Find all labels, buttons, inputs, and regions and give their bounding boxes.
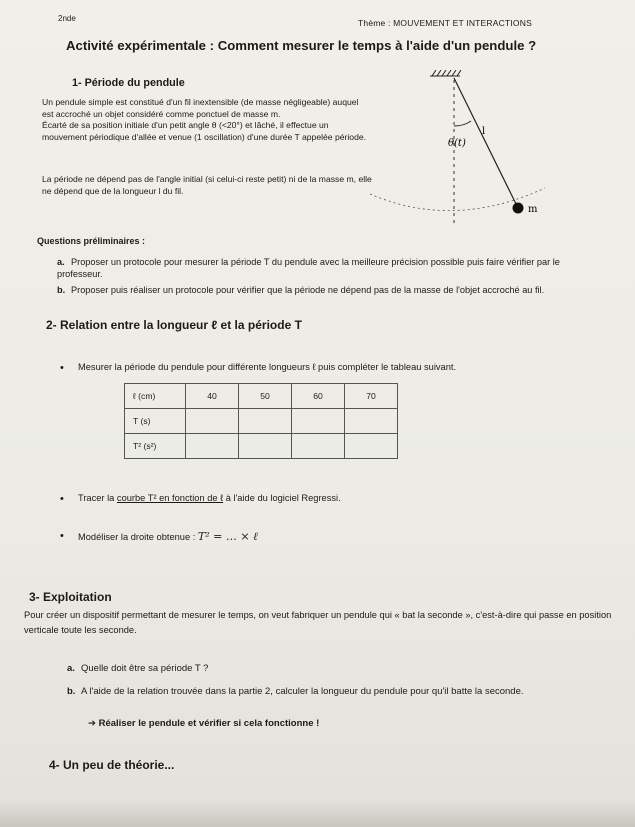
exploitation-question-b xyxy=(67,686,524,697)
measurement-table xyxy=(124,383,398,459)
question-a xyxy=(57,256,567,280)
angle-arc xyxy=(454,121,471,126)
table-cell xyxy=(345,409,398,434)
questions-title: Questions préliminaires : xyxy=(37,236,146,246)
table-row-label: ℓ (cm) xyxy=(125,384,186,409)
mass-bob xyxy=(513,203,524,214)
grade-label: 2nde xyxy=(58,14,76,23)
bullet2-underlined: courbe T² en fonction de ℓ xyxy=(116,493,224,503)
section1-para2: La période ne dépend pas de l'angle initial (si celui-ci reste petit) ni de la masse m, elle ne dépend que de la longueur l du fil. xyxy=(42,174,372,196)
table-row xyxy=(125,409,398,434)
pendulum-figure xyxy=(360,70,560,230)
question-b-text: Proposer puis réaliser un protocole pour vérifier que la période ne dépend pas de la masse de l'objet accroché au fil. xyxy=(71,285,545,295)
question-b-letter: b. xyxy=(57,285,66,295)
table-row xyxy=(125,384,398,409)
section2-bullet-measure: • Mesurer la période du pendule pour différente longueurs ℓ puis compléter le tableau suivant. xyxy=(78,362,456,372)
question-b xyxy=(57,284,577,296)
table-cell: 70 xyxy=(345,384,398,409)
table-cell xyxy=(186,409,239,434)
section2-heading: 2- Relation entre la longueur ℓ et la période T xyxy=(46,318,302,332)
bullet3-pre: Modéliser la droite obtenue : xyxy=(78,532,198,542)
table-row xyxy=(125,434,398,459)
angle-label: θ(t) xyxy=(448,138,466,149)
table-cell xyxy=(186,434,239,459)
exploitation-b-letter: b. xyxy=(67,686,76,697)
bullet2-post: à l'aide du logiciel Regressi. xyxy=(223,493,341,503)
section2-bullet-plot xyxy=(78,493,341,503)
exploitation-a-text: Quelle doit être sa période T ? xyxy=(81,663,209,674)
table-cell xyxy=(292,434,345,459)
table-cell xyxy=(239,434,292,459)
action-instruction: ➔ Réaliser le pendule et vérifier si cela fonctionne ! xyxy=(88,718,320,729)
exploitation-question-a xyxy=(67,663,208,674)
section2-bullet-model xyxy=(78,530,258,543)
question-a-letter: a. xyxy=(57,257,65,267)
paper-shadow xyxy=(0,800,635,827)
theme-label: Thème : MOUVEMENT ET INTERACTIONS xyxy=(358,18,532,28)
table-cell xyxy=(239,409,292,434)
exploitation-b-text: A l'aide de la relation trouvée dans la partie 2, calculer la longueur du pendule pour qu'il batte la seconde. xyxy=(81,686,524,697)
section1-para1b: Écarté de sa position initiale d'un petit angle θ (<20°) et lâché, il effectue un mouvement périodique d'allée et venue (1 oscillation) d'une durée T appelée période. xyxy=(42,120,367,142)
table-cell xyxy=(345,434,398,459)
table-cell xyxy=(292,409,345,434)
table-cell: 40 xyxy=(186,384,239,409)
table-row-label: T² (s²) xyxy=(125,434,186,459)
table-cell: 60 xyxy=(292,384,345,409)
section1-heading: 1- Période du pendule xyxy=(72,77,185,89)
bullet2-pre: Tracer la xyxy=(78,493,117,503)
section1-para1: Un pendule simple est constitué d'un fil inextensible (de masse négligeable) auquel est accroché un objet considéré comme ponctuel de masse m. xyxy=(42,97,359,119)
model-formula: T² = … × ℓ xyxy=(197,530,258,543)
section1-paragraph xyxy=(42,97,372,143)
ceiling-hatch-icon xyxy=(430,70,461,76)
table-row-label: T (s) xyxy=(125,409,186,434)
length-label: l xyxy=(482,126,486,137)
page-title: Activité expérimentale : Comment mesurer le temps à l'aide d'un pendule ? xyxy=(66,38,537,53)
section3-heading: 3- Exploitation xyxy=(29,590,112,604)
section3-paragraph: Pour créer un dispositif permettant de mesurer le temps, on veut fabriquer un pendule qui « bat la seconde », c'est-à-dire qui passe en position verticale toute les seconde. xyxy=(24,610,612,635)
exploitation-a-letter: a. xyxy=(67,663,75,674)
question-a-text: Proposer un protocole pour mesurer la période T du pendule avec la meilleure précision possible puis faire vérifier par le professeur. xyxy=(57,257,560,279)
table-cell: 50 xyxy=(239,384,292,409)
mass-label: m xyxy=(528,204,538,215)
section4-heading: 4- Un peu de théorie... xyxy=(49,758,175,772)
